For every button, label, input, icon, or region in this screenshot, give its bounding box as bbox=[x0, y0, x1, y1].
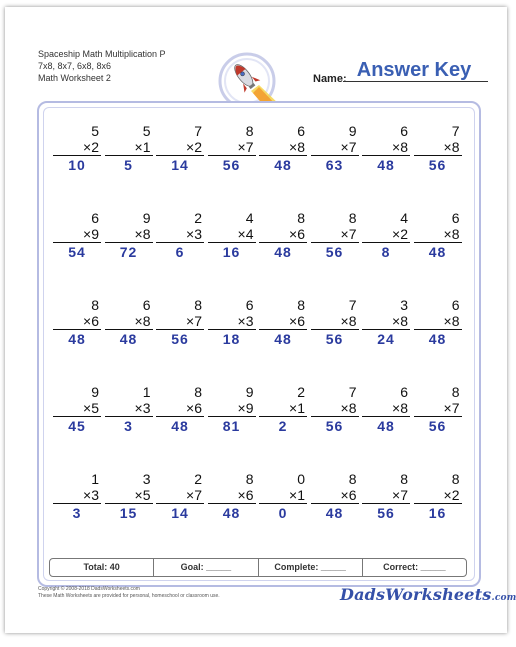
brand-logo bbox=[340, 585, 516, 604]
problem bbox=[311, 123, 359, 174]
problem bbox=[259, 210, 307, 261]
problem bbox=[105, 210, 153, 261]
multiplicand: 8 bbox=[311, 210, 359, 226]
multiplicand: 2 bbox=[156, 471, 204, 487]
problem bbox=[259, 384, 307, 435]
problem bbox=[414, 210, 462, 261]
multiplier: ×1 bbox=[105, 139, 153, 156]
multiplier: ×8 bbox=[362, 400, 410, 417]
multiplicand: 8 bbox=[259, 210, 307, 226]
problem bbox=[208, 123, 256, 174]
multiplicand: 6 bbox=[208, 297, 256, 313]
multiplicand: 7 bbox=[156, 123, 204, 139]
multiplier: ×7 bbox=[156, 487, 204, 504]
problem bbox=[311, 384, 359, 435]
product: 18 bbox=[208, 330, 256, 348]
multiplier: ×3 bbox=[156, 226, 204, 243]
multiplicand: 8 bbox=[156, 384, 204, 400]
product: 3 bbox=[105, 417, 153, 435]
product: 3 bbox=[53, 504, 101, 522]
brand-suffix: .com bbox=[492, 593, 516, 603]
product: 56 bbox=[414, 156, 462, 174]
multiplier: ×9 bbox=[208, 400, 256, 417]
product: 15 bbox=[105, 504, 153, 522]
multiplicand: 2 bbox=[259, 384, 307, 400]
worksheet-facts: 7x8, 8x7, 6x8, 8x6 bbox=[38, 60, 166, 72]
multiplier: ×2 bbox=[156, 139, 204, 156]
problem bbox=[105, 384, 153, 435]
multiplicand: 8 bbox=[362, 471, 410, 487]
multiplier: ×3 bbox=[53, 487, 101, 504]
goal-field: Goal: _____ bbox=[154, 559, 258, 576]
multiplier: ×7 bbox=[311, 226, 359, 243]
multiplicand: 0 bbox=[259, 471, 307, 487]
multiplier: ×7 bbox=[362, 487, 410, 504]
product: 48 bbox=[414, 330, 462, 348]
multiplicand: 6 bbox=[362, 123, 410, 139]
multiplier: ×2 bbox=[414, 487, 462, 504]
multiplier: ×2 bbox=[53, 139, 101, 156]
problem bbox=[311, 210, 359, 261]
problem bbox=[414, 123, 462, 174]
multiplier: ×1 bbox=[259, 400, 307, 417]
name-label: Name: bbox=[313, 73, 347, 85]
product: 48 bbox=[362, 156, 410, 174]
multiplier: ×5 bbox=[105, 487, 153, 504]
product: 5 bbox=[105, 156, 153, 174]
worksheet-page bbox=[5, 7, 507, 633]
multiplier: ×8 bbox=[414, 313, 462, 330]
problem bbox=[105, 471, 153, 522]
product: 48 bbox=[259, 243, 307, 261]
multiplier: ×3 bbox=[208, 313, 256, 330]
problem bbox=[53, 384, 101, 435]
product: 72 bbox=[105, 243, 153, 261]
multiplicand: 1 bbox=[105, 384, 153, 400]
worksheet-header bbox=[38, 48, 166, 84]
multiplier: ×7 bbox=[311, 139, 359, 156]
multiplier: ×8 bbox=[414, 139, 462, 156]
product: 54 bbox=[53, 243, 101, 261]
total-field: Total: 40 bbox=[50, 559, 154, 576]
product: 14 bbox=[156, 156, 204, 174]
multiplicand: 5 bbox=[105, 123, 153, 139]
problem bbox=[53, 471, 101, 522]
usage-line: These Math Worksheets are provided for personal, homeschool or classroom use. bbox=[38, 593, 220, 600]
product: 48 bbox=[259, 156, 307, 174]
multiplier: ×8 bbox=[311, 313, 359, 330]
multiplicand: 8 bbox=[53, 297, 101, 313]
product: 63 bbox=[311, 156, 359, 174]
multiplicand: 6 bbox=[53, 210, 101, 226]
multiplicand: 7 bbox=[414, 123, 462, 139]
multiplicand: 8 bbox=[208, 123, 256, 139]
product: 6 bbox=[156, 243, 204, 261]
problem bbox=[362, 210, 410, 261]
multiplicand: 4 bbox=[362, 210, 410, 226]
product: 45 bbox=[53, 417, 101, 435]
product: 2 bbox=[259, 417, 307, 435]
multiplicand: 3 bbox=[105, 471, 153, 487]
multiplicand: 7 bbox=[311, 297, 359, 313]
product: 56 bbox=[311, 243, 359, 261]
complete-field: Complete: _____ bbox=[259, 559, 363, 576]
problem bbox=[311, 297, 359, 348]
multiplier: ×8 bbox=[362, 313, 410, 330]
multiplier: ×9 bbox=[53, 226, 101, 243]
multiplier: ×6 bbox=[156, 400, 204, 417]
product: 56 bbox=[311, 330, 359, 348]
copyright-notice bbox=[38, 586, 220, 600]
multiplicand: 6 bbox=[362, 384, 410, 400]
problem bbox=[156, 297, 204, 348]
product: 56 bbox=[362, 504, 410, 522]
multiplier: ×8 bbox=[105, 226, 153, 243]
product: 8 bbox=[362, 243, 410, 261]
multiplicand: 3 bbox=[362, 297, 410, 313]
problem bbox=[156, 210, 204, 261]
product: 81 bbox=[208, 417, 256, 435]
problem bbox=[53, 123, 101, 174]
problem bbox=[156, 471, 204, 522]
product: 48 bbox=[259, 330, 307, 348]
problem bbox=[156, 123, 204, 174]
problem bbox=[311, 471, 359, 522]
answer-key-title: Answer Key bbox=[347, 59, 481, 82]
multiplicand: 6 bbox=[259, 123, 307, 139]
multiplicand: 4 bbox=[208, 210, 256, 226]
score-bar bbox=[49, 558, 467, 577]
product: 48 bbox=[311, 504, 359, 522]
product: 56 bbox=[156, 330, 204, 348]
multiplier: ×2 bbox=[362, 226, 410, 243]
multiplicand: 8 bbox=[414, 384, 462, 400]
product: 48 bbox=[53, 330, 101, 348]
product: 48 bbox=[105, 330, 153, 348]
multiplicand: 6 bbox=[414, 210, 462, 226]
product: 0 bbox=[259, 504, 307, 522]
correct-field: Correct: _____ bbox=[363, 559, 466, 576]
problem bbox=[362, 123, 410, 174]
multiplicand: 9 bbox=[105, 210, 153, 226]
product: 48 bbox=[208, 504, 256, 522]
product: 10 bbox=[53, 156, 101, 174]
problem bbox=[53, 210, 101, 261]
multiplier: ×8 bbox=[362, 139, 410, 156]
problem bbox=[208, 384, 256, 435]
problem bbox=[208, 297, 256, 348]
multiplier: ×6 bbox=[53, 313, 101, 330]
product: 48 bbox=[156, 417, 204, 435]
problem bbox=[259, 297, 307, 348]
multiplier: ×8 bbox=[105, 313, 153, 330]
problem bbox=[362, 471, 410, 522]
problem bbox=[208, 210, 256, 261]
multiplicand: 2 bbox=[156, 210, 204, 226]
multiplicand: 9 bbox=[53, 384, 101, 400]
multiplier: ×7 bbox=[156, 313, 204, 330]
copyright-line: Copyright © 2008-2018 DadsWorksheets.com bbox=[38, 586, 220, 593]
multiplier: ×6 bbox=[259, 313, 307, 330]
problem-frame bbox=[37, 101, 481, 587]
product: 16 bbox=[414, 504, 462, 522]
product: 16 bbox=[208, 243, 256, 261]
multiplier: ×8 bbox=[311, 400, 359, 417]
multiplier: ×7 bbox=[414, 400, 462, 417]
problem bbox=[259, 471, 307, 522]
multiplier: ×6 bbox=[208, 487, 256, 504]
multiplicand: 5 bbox=[53, 123, 101, 139]
multiplicand: 9 bbox=[208, 384, 256, 400]
problem bbox=[53, 297, 101, 348]
problem bbox=[208, 471, 256, 522]
product: 14 bbox=[156, 504, 204, 522]
multiplicand: 7 bbox=[311, 384, 359, 400]
product: 56 bbox=[208, 156, 256, 174]
product: 56 bbox=[414, 417, 462, 435]
multiplicand: 6 bbox=[105, 297, 153, 313]
multiplicand: 1 bbox=[53, 471, 101, 487]
worksheet-number: Math Worksheet 2 bbox=[38, 72, 166, 84]
multiplier: ×8 bbox=[414, 226, 462, 243]
brand-name: DadsWorksheets bbox=[340, 585, 492, 604]
problem bbox=[105, 123, 153, 174]
multiplicand: 8 bbox=[259, 297, 307, 313]
problem bbox=[259, 123, 307, 174]
problem bbox=[362, 384, 410, 435]
product: 24 bbox=[362, 330, 410, 348]
multiplicand: 8 bbox=[208, 471, 256, 487]
multiplier: ×1 bbox=[259, 487, 307, 504]
problem bbox=[105, 297, 153, 348]
product: 48 bbox=[414, 243, 462, 261]
multiplier: ×6 bbox=[259, 226, 307, 243]
problem bbox=[362, 297, 410, 348]
product: 48 bbox=[362, 417, 410, 435]
multiplier: ×6 bbox=[311, 487, 359, 504]
multiplicand: 8 bbox=[414, 471, 462, 487]
problem bbox=[414, 384, 462, 435]
multiplicand: 9 bbox=[311, 123, 359, 139]
multiplier: ×4 bbox=[208, 226, 256, 243]
name-line bbox=[343, 81, 488, 82]
multiplier: ×8 bbox=[259, 139, 307, 156]
multiplier: ×3 bbox=[105, 400, 153, 417]
worksheet-title: Spaceship Math Multiplication P bbox=[38, 48, 166, 60]
multiplicand: 8 bbox=[156, 297, 204, 313]
multiplicand: 6 bbox=[414, 297, 462, 313]
problem bbox=[414, 297, 462, 348]
multiplier: ×5 bbox=[53, 400, 101, 417]
multiplicand: 8 bbox=[311, 471, 359, 487]
multiplier: ×7 bbox=[208, 139, 256, 156]
problem bbox=[414, 471, 462, 522]
problem bbox=[156, 384, 204, 435]
product: 56 bbox=[311, 417, 359, 435]
